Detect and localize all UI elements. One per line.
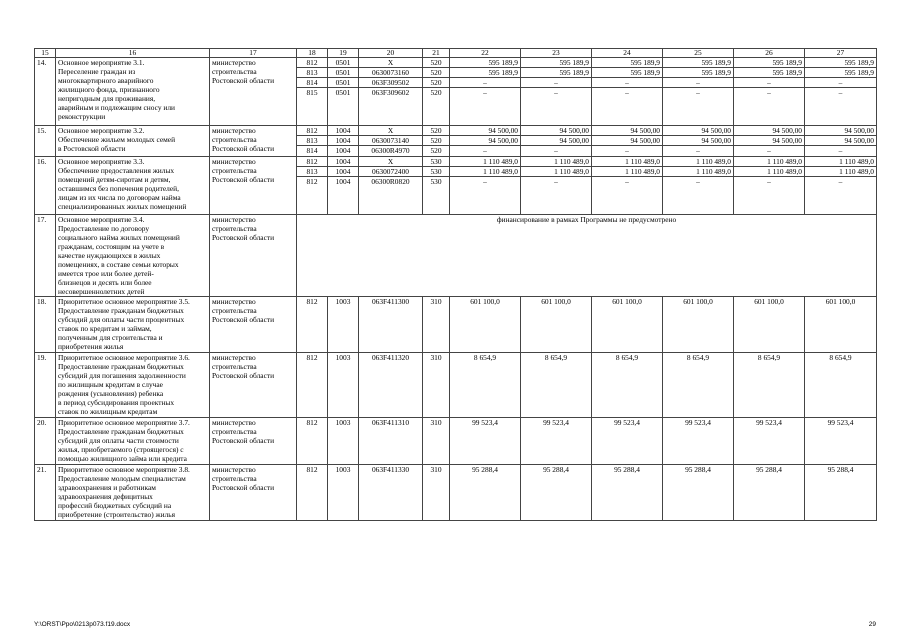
table-row	[35, 353, 877, 418]
page-number: 29	[868, 621, 876, 628]
vr-code: 520	[423, 146, 450, 157]
amount-value: 94 500,00	[592, 126, 663, 136]
text-line: полученным для строительства и	[58, 333, 163, 342]
row-organization	[210, 297, 297, 353]
vr-code: 520	[423, 136, 450, 146]
csr-code: X	[359, 126, 423, 136]
text-line: Ростовской области	[212, 175, 275, 184]
vr-code: 530	[423, 157, 450, 167]
csr-code: 0630073140	[359, 136, 423, 146]
amount-value: 99 523,4	[805, 418, 877, 465]
vr-code: 310	[423, 353, 450, 418]
row-description	[56, 126, 210, 157]
row-organization	[210, 353, 297, 418]
csr-code: 063F309502	[359, 78, 423, 88]
program-table	[34, 48, 877, 521]
amount-value: –	[450, 88, 521, 126]
text-line: имеется трое или более детей-	[58, 269, 154, 278]
amount-value: –	[663, 88, 734, 126]
amount-value: –	[663, 146, 734, 157]
grbs-code: 812	[297, 177, 328, 215]
row-organization	[210, 418, 297, 465]
rzpr-code: 1004	[328, 146, 359, 157]
rzpr-code: 1004	[328, 167, 359, 177]
row-organization	[210, 465, 297, 521]
text-line: ставок по кредитам и займам,	[58, 324, 152, 333]
vr-code: 520	[423, 58, 450, 68]
text-line: министерство	[212, 215, 256, 224]
row-description	[56, 157, 210, 215]
text-line: субсидий для оплаты части стоимости	[58, 436, 179, 445]
vr-code: 530	[423, 167, 450, 177]
amount-value: 1 110 489,0	[805, 157, 877, 167]
text-line: ставок по жилищным кредитам	[58, 407, 158, 416]
text-line: строительства	[212, 135, 257, 144]
vr-code: 530	[423, 177, 450, 215]
text-line: реконструкции	[58, 112, 106, 121]
amount-value: –	[521, 146, 592, 157]
column-number-header: 21	[423, 49, 450, 58]
text-line: Ростовской области	[212, 76, 275, 85]
text-line: министерство	[212, 157, 256, 166]
amount-value: 94 500,00	[450, 136, 521, 146]
amount-value: 595 189,9	[450, 68, 521, 78]
grbs-code: 812	[297, 126, 328, 136]
text-line: субсидий для погашения задолженности	[58, 371, 186, 380]
table-row	[35, 465, 877, 521]
table-row	[35, 58, 877, 68]
amount-value: 601 100,0	[734, 297, 805, 353]
amount-value: 601 100,0	[521, 297, 592, 353]
column-number-header: 26	[734, 49, 805, 58]
column-number-header: 25	[663, 49, 734, 58]
grbs-code: 814	[297, 146, 328, 157]
rzpr-code: 1004	[328, 177, 359, 215]
amount-value: 595 189,9	[521, 68, 592, 78]
amount-value: 601 100,0	[592, 297, 663, 353]
text-line: помощью жилищного займа или кредита	[58, 454, 187, 463]
rzpr-code: 1003	[328, 465, 359, 521]
rzpr-code: 0501	[328, 88, 359, 126]
csr-code: 06300R0820	[359, 177, 423, 215]
row-organization	[210, 215, 297, 297]
csr-code: 063F309602	[359, 88, 423, 126]
row-number: 21.	[35, 465, 56, 521]
text-line: Ростовской области	[212, 233, 275, 242]
grbs-code: 813	[297, 136, 328, 146]
text-line: в период субсидирования проектных	[58, 398, 175, 407]
text-line: помещений детям-сиротам и детям,	[58, 175, 171, 184]
row-number: 15.	[35, 126, 56, 157]
grbs-code: 813	[297, 68, 328, 78]
rzpr-code: 1003	[328, 353, 359, 418]
text-line: несовершеннолетних детей	[58, 287, 145, 296]
text-line: министерство	[212, 465, 256, 474]
row-description	[56, 58, 210, 126]
grbs-code: 812	[297, 465, 328, 521]
text-line: Ростовской области	[212, 436, 275, 445]
text-line: министерство	[212, 297, 256, 306]
vr-code: 520	[423, 68, 450, 78]
amount-value: 8 654,9	[521, 353, 592, 418]
text-line: гражданам, состоящим на учете в	[58, 242, 165, 251]
csr-code: 063F411310	[359, 418, 423, 465]
amount-value: 595 189,9	[734, 68, 805, 78]
amount-value: 94 500,00	[521, 126, 592, 136]
amount-value: 94 500,00	[734, 136, 805, 146]
text-line: Предоставление молодым специалистам	[58, 474, 186, 483]
amount-value: 1 110 489,0	[450, 157, 521, 167]
vr-code: 310	[423, 297, 450, 353]
text-line: строительства	[212, 224, 257, 233]
amount-value: –	[734, 146, 805, 157]
text-line: Приоритетное основное мероприятие 3.6.	[58, 353, 190, 362]
grbs-code: 812	[297, 297, 328, 353]
amount-value: 1 110 489,0	[521, 157, 592, 167]
csr-code: 06300R4970	[359, 146, 423, 157]
row-description	[56, 353, 210, 418]
text-line: строительства	[212, 362, 257, 371]
amount-value: 99 523,4	[592, 418, 663, 465]
csr-code: X	[359, 58, 423, 68]
text-line: Основное мероприятие 3.3.	[58, 157, 145, 166]
grbs-code: 812	[297, 58, 328, 68]
rzpr-code: 1003	[328, 297, 359, 353]
text-line: Переселение граждан из	[58, 67, 136, 76]
text-line: близнецов и десять или более	[58, 278, 152, 287]
row-description	[56, 418, 210, 465]
text-line: Обеспечение предоставления жилых	[58, 166, 175, 175]
row-description	[56, 465, 210, 521]
column-number-header: 20	[359, 49, 423, 58]
text-line: Приоритетное основное мероприятие 3.7.	[58, 418, 190, 427]
text-line: субсидий для оплаты части процентных	[58, 315, 185, 324]
amount-value: –	[592, 177, 663, 215]
rzpr-code: 0501	[328, 78, 359, 88]
amount-value: 8 654,9	[450, 353, 521, 418]
text-line: в Ростовской области	[58, 144, 126, 153]
text-line: жилья, приобретаемого (строящегося) с	[58, 445, 184, 454]
rzpr-code: 0501	[328, 68, 359, 78]
vr-code: 520	[423, 126, 450, 136]
amount-value: 595 189,9	[805, 58, 877, 68]
text-line: строительства	[212, 306, 257, 315]
row-number: 14.	[35, 58, 56, 126]
amount-value: 95 288,4	[734, 465, 805, 521]
amount-value: 595 189,9	[521, 58, 592, 68]
text-line: приобретения жилья	[58, 342, 124, 351]
amount-value: 95 288,4	[450, 465, 521, 521]
amount-value: –	[450, 177, 521, 215]
amount-value: 595 189,9	[592, 68, 663, 78]
amount-value: 601 100,0	[663, 297, 734, 353]
amount-value: 601 100,0	[450, 297, 521, 353]
grbs-code: 813	[297, 167, 328, 177]
amount-value: 595 189,9	[734, 58, 805, 68]
amount-value: –	[734, 88, 805, 126]
text-line: Предоставление гражданам бюджетных	[58, 306, 184, 315]
csr-code: 0630073160	[359, 68, 423, 78]
text-line: строительства	[212, 166, 257, 175]
text-line: здравоохранения дефицитных	[58, 492, 153, 501]
text-line: Приоритетное основное мероприятие 3.8.	[58, 465, 190, 474]
column-number-header: 18	[297, 49, 328, 58]
column-number-header: 23	[521, 49, 592, 58]
column-number-header: 17	[210, 49, 297, 58]
amount-value: 1 110 489,0	[734, 157, 805, 167]
column-number-header: 16	[56, 49, 210, 58]
row-number: 19.	[35, 353, 56, 418]
row-number: 18.	[35, 297, 56, 353]
amount-value: 94 500,00	[592, 136, 663, 146]
text-line: Предоставление по договору	[58, 224, 150, 233]
amount-value: –	[734, 78, 805, 88]
amount-value: 1 110 489,0	[450, 167, 521, 177]
text-line: оставшимся без попечения родителей,	[58, 184, 179, 193]
row-number: 16.	[35, 157, 56, 215]
text-line: непригодным для проживания,	[58, 94, 156, 103]
amount-value: 1 110 489,0	[663, 167, 734, 177]
text-line: социального найма жилых помещений	[58, 233, 180, 242]
rzpr-code: 1004	[328, 126, 359, 136]
amount-value: –	[450, 78, 521, 88]
amount-value: 8 654,9	[734, 353, 805, 418]
amount-value: –	[805, 146, 877, 157]
amount-value: –	[805, 78, 877, 88]
table-row	[35, 297, 877, 353]
table-row	[35, 126, 877, 136]
grbs-code: 814	[297, 78, 328, 88]
column-number-header: 15	[35, 49, 56, 58]
amount-value: –	[521, 88, 592, 126]
text-line: министерство	[212, 126, 256, 135]
text-line: строительства	[212, 427, 257, 436]
vr-code: 520	[423, 78, 450, 88]
column-number-header: 27	[805, 49, 877, 58]
text-line: здравоохранения и работникам	[58, 483, 156, 492]
text-line: строительства	[212, 474, 257, 483]
amount-value: 94 500,00	[663, 126, 734, 136]
vr-code: 310	[423, 465, 450, 521]
amount-value: 1 110 489,0	[734, 167, 805, 177]
footer-file-path: Y:\ORST\Ppo\0213p073.f19.docx	[34, 621, 131, 628]
amount-value: –	[521, 177, 592, 215]
table-row	[35, 157, 877, 167]
amount-value: 94 500,00	[450, 126, 521, 136]
amount-value: –	[592, 78, 663, 88]
amount-value: 99 523,4	[663, 418, 734, 465]
grbs-code: 812	[297, 353, 328, 418]
amount-value: 8 654,9	[592, 353, 663, 418]
text-line: Предоставление гражданам бюджетных	[58, 427, 184, 436]
row-organization	[210, 157, 297, 215]
rzpr-code: 1003	[328, 418, 359, 465]
amount-value: 94 500,00	[521, 136, 592, 146]
text-line: министерство	[212, 353, 256, 362]
csr-code: X	[359, 157, 423, 167]
text-line: Ростовской области	[212, 483, 275, 492]
amount-value: 1 110 489,0	[805, 167, 877, 177]
amount-value: 8 654,9	[805, 353, 877, 418]
table-row	[35, 418, 877, 465]
row-description	[56, 215, 210, 297]
amount-value: –	[592, 146, 663, 157]
amount-value: 595 189,9	[592, 58, 663, 68]
rzpr-code: 1004	[328, 136, 359, 146]
text-line: Основное мероприятие 3.4.	[58, 215, 145, 224]
amount-value: 95 288,4	[521, 465, 592, 521]
row-number: 20.	[35, 418, 56, 465]
amount-value: 1 110 489,0	[592, 167, 663, 177]
csr-code: 063F411320	[359, 353, 423, 418]
amount-value: 95 288,4	[592, 465, 663, 521]
amount-value: –	[450, 146, 521, 157]
row-organization	[210, 126, 297, 157]
grbs-code: 812	[297, 418, 328, 465]
header-row	[35, 49, 877, 58]
amount-value: 94 500,00	[734, 126, 805, 136]
amount-value: –	[805, 88, 877, 126]
amount-value: 94 500,00	[805, 136, 877, 146]
column-number-header: 19	[328, 49, 359, 58]
amount-value: –	[521, 78, 592, 88]
text-line: Ростовской области	[212, 315, 275, 324]
grbs-code: 815	[297, 88, 328, 126]
amount-value: –	[592, 88, 663, 126]
column-number-header: 24	[592, 49, 663, 58]
amount-value: 595 189,9	[663, 58, 734, 68]
text-line: лицам из их числа по договорам найма	[58, 193, 181, 202]
amount-value: 595 189,9	[450, 58, 521, 68]
text-line: аварийным и подлежащим сносу или	[58, 103, 175, 112]
text-line: министерство	[212, 58, 256, 67]
amount-value: 95 288,4	[663, 465, 734, 521]
text-line: Ростовской области	[212, 144, 275, 153]
row-number: 17.	[35, 215, 56, 297]
text-line: строительства	[212, 67, 257, 76]
rzpr-code: 1004	[328, 157, 359, 167]
text-line: многоквартирного аварийного	[58, 76, 154, 85]
amount-value: 601 100,0	[805, 297, 877, 353]
text-line: Ростовской области	[212, 371, 275, 380]
column-number-header: 22	[450, 49, 521, 58]
text-line: Приоритетное основное мероприятие 3.5.	[58, 297, 190, 306]
text-line: жилищного фонда, признанного	[58, 85, 160, 94]
amount-value: 99 523,4	[734, 418, 805, 465]
text-line: профессий бюджетных субсидий на	[58, 501, 172, 510]
amount-value: 94 500,00	[805, 126, 877, 136]
amount-value: 595 189,9	[663, 68, 734, 78]
amount-value: 99 523,4	[450, 418, 521, 465]
text-line: по жилищным кредитам в случае	[58, 380, 163, 389]
table-row	[35, 215, 877, 297]
text-line: помещениях, в составе семьи которых	[58, 260, 179, 269]
vr-code: 520	[423, 88, 450, 126]
amount-value: 595 189,9	[805, 68, 877, 78]
amount-value: 95 288,4	[805, 465, 877, 521]
text-line: Основное мероприятие 3.2.	[58, 126, 145, 135]
amount-value: 1 110 489,0	[521, 167, 592, 177]
row-organization	[210, 58, 297, 126]
financing-note: финансирование в рамках Программы не предусмотрено	[297, 215, 877, 297]
vr-code: 310	[423, 418, 450, 465]
amount-value: 8 654,9	[663, 353, 734, 418]
rzpr-code: 0501	[328, 58, 359, 68]
amount-value: –	[663, 177, 734, 215]
amount-value: –	[805, 177, 877, 215]
csr-code: 063F411330	[359, 465, 423, 521]
text-line: министерство	[212, 418, 256, 427]
csr-code: 063F411300	[359, 297, 423, 353]
grbs-code: 812	[297, 157, 328, 167]
text-line: приобретение (строительство) жилья	[58, 510, 176, 519]
amount-value: –	[734, 177, 805, 215]
amount-value: 1 110 489,0	[663, 157, 734, 167]
text-line: рождения (усыновления) ребенка	[58, 389, 164, 398]
csr-code: 0630072400	[359, 167, 423, 177]
text-line: специализированных жилых помещений	[58, 202, 187, 211]
amount-value: –	[663, 78, 734, 88]
text-line: Основное мероприятие 3.1.	[58, 58, 145, 67]
amount-value: 99 523,4	[521, 418, 592, 465]
text-line: Обеспечение жильем молодых семей	[58, 135, 176, 144]
amount-value: 1 110 489,0	[592, 157, 663, 167]
text-line: Предоставление гражданам бюджетных	[58, 362, 184, 371]
text-line: качестве нуждающихся в жилых	[58, 251, 161, 260]
row-description	[56, 297, 210, 353]
amount-value: 94 500,00	[663, 136, 734, 146]
